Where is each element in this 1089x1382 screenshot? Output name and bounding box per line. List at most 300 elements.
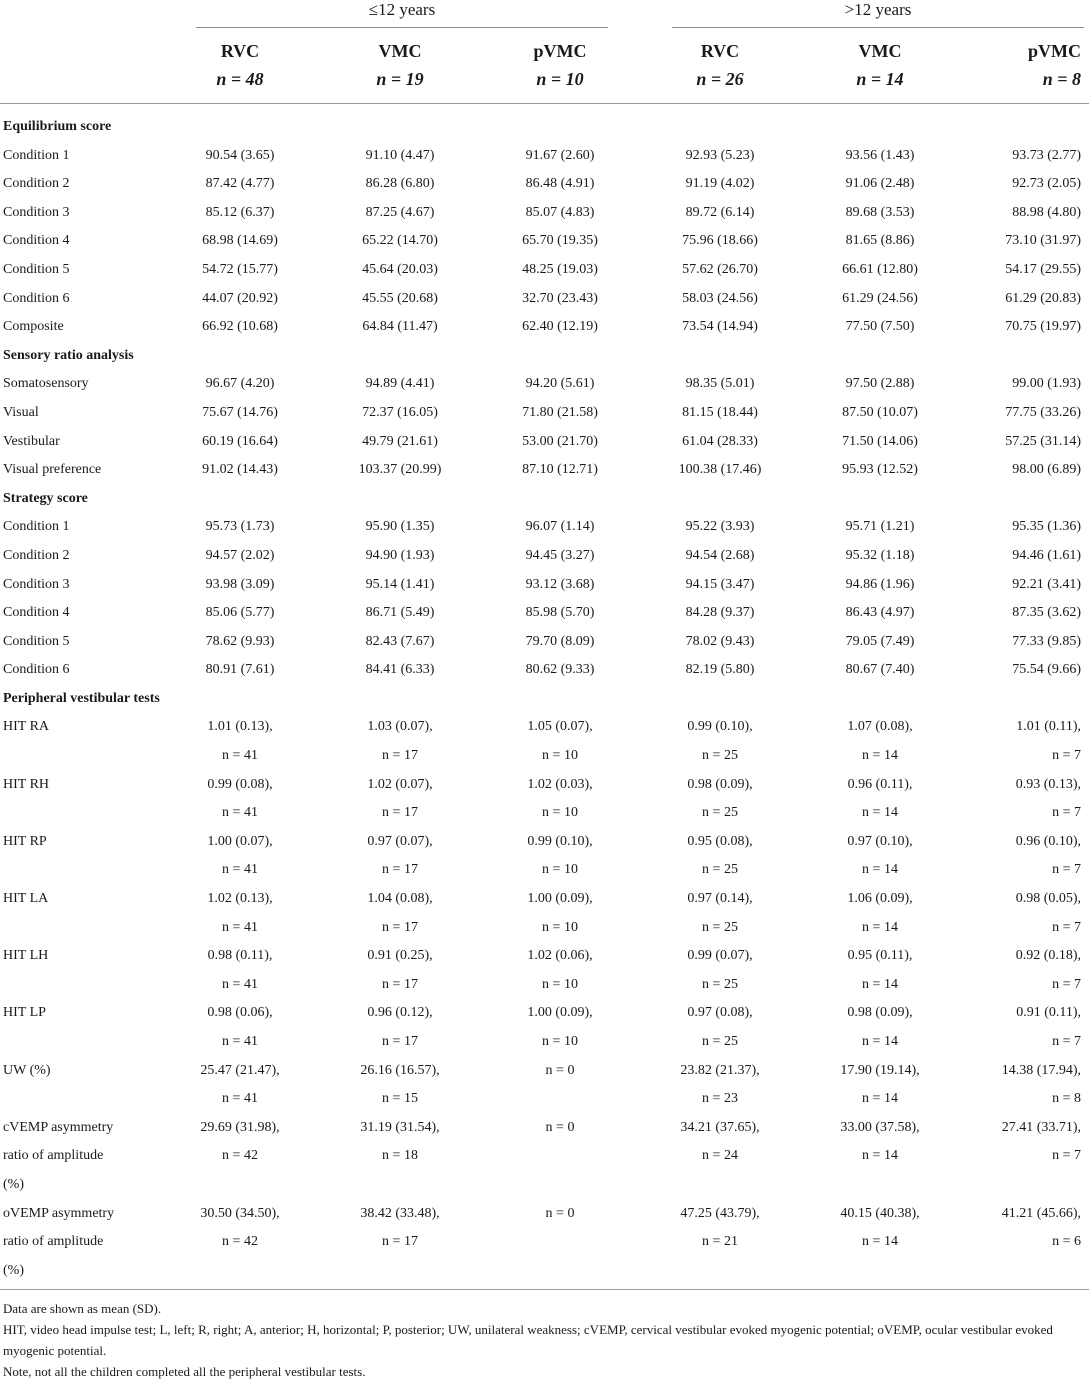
- table-cell: 99.00 (1.93): [1012, 376, 1082, 392]
- table-cell: n = 41: [222, 1034, 258, 1049]
- table-cell: 95.14 (1.41): [365, 576, 435, 592]
- table-row: [0, 885, 1089, 914]
- table-cell: 82.19 (5.80): [685, 662, 755, 678]
- table-cell: n = 7: [1052, 976, 1082, 992]
- table-cell: 94.86 (1.96): [845, 576, 915, 592]
- table-cell: 95.90 (1.35): [365, 519, 435, 535]
- table-cell: n = 42: [222, 1148, 258, 1164]
- table-cell: n = 21: [702, 1234, 738, 1250]
- table-cell: n = 14: [862, 748, 898, 764]
- column-header-vmc-under-12: [320, 37, 480, 93]
- table-cell: 57.25 (31.14): [1005, 433, 1082, 449]
- table-cell: n = 25: [702, 919, 738, 935]
- table-cell: 61.29 (20.83): [1005, 290, 1082, 306]
- row-label: Condition 4: [3, 605, 70, 621]
- table-cell: 0.98 (0.09),: [687, 776, 753, 792]
- row-label: [0, 1085, 160, 1114]
- section-label: Peripheral vestibular tests: [3, 690, 160, 706]
- row-label: HIT RP: [3, 833, 47, 849]
- table-cell: 94.54 (2.68): [685, 547, 755, 563]
- table-row: [0, 971, 1089, 1000]
- table-cell: 100.38 (17.46): [678, 462, 762, 478]
- table-cell: 95.93 (12.52): [842, 462, 918, 478]
- table-row: [0, 856, 1089, 885]
- section-label: Sensory ratio analysis: [3, 347, 134, 363]
- table-cell: 1.02 (0.03),: [527, 776, 593, 792]
- table-cell: [320, 1257, 480, 1286]
- table-cell: 79.05 (7.49): [845, 633, 915, 649]
- table-cell: n = 18: [382, 1148, 418, 1164]
- table-cell: n = 14: [862, 976, 898, 992]
- column-name: RVC: [220, 41, 260, 61]
- table-cell: n = 7: [1052, 862, 1082, 878]
- table-row: [0, 828, 1089, 857]
- table-cell: n = 17: [382, 1034, 418, 1049]
- table-row: [0, 914, 1089, 943]
- table-cell: 96.67 (4.20): [205, 376, 275, 392]
- table-row: [0, 285, 1089, 314]
- table-cell: 71.50 (14.06): [842, 433, 918, 449]
- table-cell: 1.00 (0.09),: [527, 1005, 593, 1021]
- table-cell: [320, 1171, 480, 1200]
- table-cell: 0.91 (0.11),: [1016, 1005, 1082, 1021]
- table-cell: 1.02 (0.07),: [367, 776, 433, 792]
- table-cell: 93.73 (2.77): [1012, 147, 1082, 163]
- table-cell: 87.25 (4.67): [365, 204, 435, 220]
- table-cell: 0.98 (0.06),: [207, 1005, 273, 1021]
- table-cell: 1.02 (0.13),: [207, 891, 273, 907]
- table-cell: 54.72 (15.77): [202, 261, 278, 277]
- table-row: [0, 227, 1089, 256]
- table-cell: 78.02 (9.43): [685, 633, 755, 649]
- table-cell: 87.35 (3.62): [1012, 605, 1082, 621]
- column-header-rvc-over-12: [640, 37, 800, 93]
- header-bottom-rule: [0, 103, 1089, 104]
- row-label: (%): [3, 1176, 24, 1192]
- table-cell: 98.00 (6.89): [1012, 462, 1082, 478]
- row-label: Condition 2: [3, 176, 70, 192]
- table-cell: 89.72 (6.14): [685, 204, 755, 220]
- table-cell: 0.98 (0.05),: [1015, 891, 1082, 907]
- table-cell: n = 6: [1052, 1234, 1082, 1250]
- table-cell: [160, 1257, 320, 1286]
- table-cell: [800, 1257, 960, 1286]
- row-label: Condition 6: [3, 662, 70, 678]
- table-cell: n = 10: [542, 976, 578, 992]
- table-cell: 0.98 (0.09),: [847, 1005, 913, 1021]
- table-cell: 30.50 (34.50),: [200, 1205, 280, 1221]
- table-row: [0, 942, 1089, 971]
- table-cell: n = 0: [545, 1205, 575, 1221]
- table-cell: 41.21 (45.66),: [1001, 1205, 1082, 1221]
- table-cell: 44.07 (20.92): [202, 290, 278, 306]
- row-label: cVEMP asymmetry: [3, 1119, 114, 1135]
- table-cell: 23.82 (21.37),: [680, 1062, 760, 1078]
- table-cell: 81.15 (18.44): [682, 404, 758, 420]
- table-row: [0, 1257, 1089, 1286]
- table-cell: n = 23: [702, 1091, 738, 1107]
- table-cell: 86.43 (4.97): [845, 605, 915, 621]
- row-label: Condition 5: [3, 633, 70, 649]
- table-row: [0, 1057, 1089, 1086]
- table-cell: 86.71 (5.49): [365, 605, 435, 621]
- table-cell: n = 14: [862, 919, 898, 935]
- table-cell: [800, 1171, 960, 1200]
- row-label: Condition 2: [3, 547, 70, 563]
- section-label: Strategy score: [3, 490, 88, 506]
- table-row: [0, 370, 1089, 399]
- table-row: [0, 799, 1089, 828]
- group-underline-over-12: [672, 27, 1084, 28]
- table-cell: 1.00 (0.07),: [207, 833, 273, 849]
- table-cell: 0.99 (0.10),: [687, 719, 753, 735]
- table-cell: 0.97 (0.14),: [687, 891, 753, 907]
- column-n: n = 14: [856, 69, 904, 89]
- table-row: [0, 771, 1089, 800]
- table-cell: n = 14: [862, 1091, 898, 1107]
- table-cell: n = 17: [382, 862, 418, 878]
- row-label: Condition 4: [3, 233, 70, 249]
- table-cell: 95.32 (1.18): [845, 547, 915, 563]
- table-cell: n = 14: [862, 862, 898, 878]
- table-cell: 31.19 (31.54),: [360, 1119, 440, 1135]
- table-cell: 92.93 (5.23): [685, 147, 755, 163]
- row-label: Somatosensory: [3, 376, 89, 392]
- table-cell: 58.03 (24.56): [682, 290, 758, 306]
- row-label: HIT RA: [3, 719, 50, 735]
- table-cell: n = 42: [222, 1234, 258, 1250]
- table-cell: 0.99 (0.08),: [207, 776, 273, 792]
- table-cell: 66.61 (12.80): [842, 261, 918, 277]
- table-row: [0, 199, 1089, 228]
- footnote: Data are shown as mean (SD).: [3, 1301, 162, 1316]
- table-cell: 72.37 (16.05): [362, 404, 438, 420]
- row-label: [0, 856, 160, 885]
- table-cell: 103.37 (20.99): [358, 462, 442, 478]
- table-cell: 1.01 (0.13),: [207, 719, 273, 735]
- table-cell: 65.70 (19.35): [522, 233, 598, 249]
- table-cell: [640, 1257, 800, 1286]
- table-cell: n = 41: [222, 1091, 258, 1107]
- table-cell: 92.73 (2.05): [1012, 176, 1082, 192]
- table-cell: 1.06 (0.09),: [847, 891, 913, 907]
- table-cell: n = 25: [702, 862, 738, 878]
- table-cell: 0.96 (0.12),: [367, 1005, 433, 1021]
- table-cell: n = 25: [702, 805, 738, 821]
- table-cell: 1.00 (0.09),: [527, 891, 593, 907]
- table-cell: 95.71 (1.21): [845, 519, 915, 535]
- table-cell: n = 7: [1052, 805, 1082, 821]
- row-label: [0, 742, 160, 771]
- results-table-body: [0, 113, 1089, 1285]
- table-cell: n = 7: [1052, 1148, 1082, 1164]
- table-cell: 93.56 (1.43): [845, 147, 915, 163]
- table-cell: 95.35 (1.36): [1012, 519, 1082, 535]
- results-table: [0, 113, 1089, 1285]
- table-cell: 14.38 (17.94),: [1001, 1062, 1082, 1078]
- table-cell: 84.41 (6.33): [365, 662, 435, 678]
- row-label: Condition 1: [3, 147, 70, 163]
- table-cell: 32.70 (23.43): [522, 290, 598, 306]
- table-cell: 0.95 (0.11),: [847, 948, 913, 964]
- row-label: HIT LP: [3, 1005, 46, 1021]
- row-label: ratio of amplitude: [3, 1148, 104, 1164]
- table-cell: 0.96 (0.10),: [1015, 833, 1082, 849]
- table-cell: 94.46 (1.61): [1012, 547, 1082, 563]
- table-cell: [480, 1142, 640, 1171]
- row-label: Condition 6: [3, 290, 70, 306]
- table-cell: n = 41: [222, 805, 258, 821]
- column-n: n = 10: [536, 69, 584, 89]
- table-cell: n = 24: [702, 1148, 738, 1164]
- table-row: [0, 428, 1089, 457]
- table-cell: 80.62 (9.33): [525, 662, 595, 678]
- table-cell: n = 10: [542, 748, 578, 764]
- table-cell: n = 14: [862, 1234, 898, 1250]
- column-header-vmc-over-12: [800, 37, 960, 93]
- table-cell: 94.57 (2.02): [205, 547, 275, 563]
- table-cell: 64.84 (11.47): [362, 319, 438, 335]
- table-row: [0, 1114, 1089, 1143]
- table-cell: 80.91 (7.61): [205, 662, 275, 678]
- table-row: [0, 999, 1089, 1028]
- table-cell: 0.91 (0.25),: [367, 948, 433, 964]
- row-label: Condition 3: [3, 576, 70, 592]
- table-cell: [160, 1171, 320, 1200]
- table-cell: 89.68 (3.53): [845, 204, 915, 220]
- table-cell: 91.19 (4.02): [685, 176, 755, 192]
- table-cell: 94.89 (4.41): [365, 376, 435, 392]
- table-row: [0, 1142, 1089, 1171]
- table-cell: 0.97 (0.08),: [687, 1005, 753, 1021]
- table-cell: 98.35 (5.01): [685, 376, 755, 392]
- table-cell: 91.02 (14.43): [202, 462, 278, 478]
- table-cell: 57.62 (26.70): [682, 261, 758, 277]
- table-cell: 81.65 (8.86): [845, 233, 915, 249]
- table-cell: 86.28 (6.80): [365, 176, 435, 192]
- table-cell: 75.67 (14.76): [202, 404, 278, 420]
- table-cell: 88.98 (4.80): [1012, 204, 1082, 220]
- table-cell: n = 10: [542, 805, 578, 821]
- table-cell: 95.73 (1.73): [205, 519, 275, 535]
- table-cell: 73.10 (31.97): [1005, 233, 1082, 249]
- table-cell: 87.50 (10.07): [842, 404, 918, 420]
- table-row: [0, 656, 1089, 685]
- row-label: Condition 1: [3, 519, 70, 535]
- table-cell: n = 10: [542, 1034, 578, 1049]
- table-cell: 80.67 (7.40): [845, 662, 915, 678]
- table-cell: 45.55 (20.68): [362, 290, 438, 306]
- table-cell: n = 14: [862, 805, 898, 821]
- table-row: [0, 399, 1089, 428]
- table-cell: 0.92 (0.18),: [1015, 948, 1082, 964]
- row-label: Condition 3: [3, 204, 70, 220]
- table-cell: 93.98 (3.09): [205, 576, 275, 592]
- row-label: HIT RH: [3, 776, 50, 792]
- table-cell: 93.12 (3.68): [525, 576, 595, 592]
- table-cell: [480, 1171, 640, 1200]
- row-label: [0, 971, 160, 1000]
- table-cell: 91.06 (2.48): [845, 176, 915, 192]
- table-cell: 60.19 (16.64): [202, 433, 278, 449]
- table-cell: 96.07 (1.14): [525, 519, 595, 535]
- table-cell: n = 15: [382, 1091, 418, 1107]
- table-cell: 90.54 (3.65): [205, 147, 275, 163]
- table-cell: 33.00 (37.58),: [840, 1119, 920, 1135]
- table-cell: 94.90 (1.93): [365, 547, 435, 563]
- table-cell: 82.43 (7.67): [365, 633, 435, 649]
- table-cell: n = 17: [382, 805, 418, 821]
- table-cell: 29.69 (31.98),: [200, 1119, 280, 1135]
- row-label: Condition 5: [3, 261, 70, 277]
- table-cell: 85.06 (5.77): [205, 605, 275, 621]
- table-cell: 61.04 (28.33): [682, 433, 758, 449]
- table-cell: n = 7: [1052, 748, 1082, 764]
- table-cell: 94.45 (3.27): [525, 547, 595, 563]
- table-cell: n = 17: [382, 748, 418, 764]
- table-cell: 26.16 (16.57),: [360, 1062, 440, 1078]
- table-cell: 0.97 (0.10),: [847, 833, 913, 849]
- table-cell: 75.96 (18.66): [682, 233, 758, 249]
- table-row: [0, 742, 1089, 771]
- table-footnotes: [3, 1298, 1083, 1382]
- row-label: ratio of amplitude: [3, 1234, 104, 1250]
- table-cell: n = 25: [702, 1034, 738, 1049]
- table-cell: n = 0: [545, 1062, 575, 1078]
- table-cell: 1.03 (0.07),: [367, 719, 433, 735]
- table-row: [0, 542, 1089, 571]
- table-cell: n = 41: [222, 862, 258, 878]
- table-cell: 17.90 (19.14),: [840, 1062, 920, 1078]
- row-label: Composite: [3, 319, 64, 335]
- table-cell: n = 41: [222, 976, 258, 992]
- table-row: [0, 1028, 1089, 1057]
- table-cell: n = 7: [1052, 1034, 1082, 1049]
- table-cell: 71.80 (21.58): [522, 404, 598, 420]
- column-name: pVMC: [533, 41, 587, 61]
- row-label: HIT LA: [3, 891, 49, 907]
- table-cell: 54.17 (29.55): [1005, 261, 1082, 277]
- section-header-row: [0, 342, 1089, 371]
- table-cell: 0.97 (0.07),: [367, 833, 433, 849]
- table-cell: 86.48 (4.91): [525, 176, 595, 192]
- table-row: [0, 628, 1089, 657]
- table-row: [0, 256, 1089, 285]
- table-cell: 53.00 (21.70): [522, 433, 598, 449]
- table-cell: n = 10: [542, 862, 578, 878]
- section-label: Equilibrium score: [3, 119, 112, 134]
- table-row: [0, 571, 1089, 600]
- table-cell: 1.01 (0.11),: [1016, 719, 1082, 735]
- table-cell: [480, 1257, 640, 1286]
- column-n: n = 48: [216, 69, 264, 89]
- table-cell: 61.29 (24.56): [842, 290, 918, 306]
- table-cell: n = 0: [545, 1119, 575, 1135]
- table-cell: 34.21 (37.65),: [680, 1119, 760, 1135]
- table-cell: n = 17: [382, 1234, 418, 1250]
- table-cell: 40.15 (40.38),: [840, 1205, 920, 1221]
- table-cell: n = 8: [1052, 1091, 1082, 1107]
- table-row: [0, 1228, 1089, 1257]
- column-name: pVMC: [1028, 41, 1081, 61]
- table-row: [0, 599, 1089, 628]
- row-label: (%): [3, 1262, 24, 1278]
- table-cell: n = 41: [222, 748, 258, 764]
- table-cell: n = 17: [382, 919, 418, 935]
- table-cell: 0.99 (0.07),: [687, 948, 753, 964]
- row-label: HIT LH: [3, 948, 49, 964]
- table-row: [0, 1171, 1089, 1200]
- table-cell: 68.98 (14.69): [202, 233, 278, 249]
- table-cell: n = 25: [702, 748, 738, 764]
- table-cell: 95.22 (3.93): [685, 519, 755, 535]
- table-cell: 66.92 (10.68): [202, 319, 278, 335]
- table-cell: 38.42 (33.48),: [360, 1205, 440, 1221]
- table-cell: n = 14: [862, 1034, 898, 1049]
- table-cell: 70.75 (19.97): [1005, 319, 1082, 335]
- column-name: RVC: [700, 41, 740, 61]
- table-row: [0, 456, 1089, 485]
- table-cell: 77.50 (7.50): [845, 319, 915, 335]
- column-n: n = 26: [696, 69, 744, 89]
- row-label: Visual preference: [3, 462, 102, 478]
- table-cell: [480, 1228, 640, 1257]
- table-cell: 78.62 (9.93): [205, 633, 275, 649]
- table-row: [0, 313, 1089, 342]
- table-cell: 79.70 (8.09): [525, 633, 595, 649]
- table-cell: n = 7: [1052, 919, 1082, 935]
- table-row: [0, 713, 1089, 742]
- table-bottom-rule: [0, 1289, 1089, 1290]
- column-header-rvc-under-12: [160, 37, 320, 93]
- table-cell: 65.22 (14.70): [362, 233, 438, 249]
- table-row: [0, 170, 1089, 199]
- table-cell: n = 14: [862, 1148, 898, 1164]
- section-header-row: [0, 485, 1089, 514]
- row-label: Visual: [3, 404, 39, 420]
- table-cell: n = 25: [702, 976, 738, 992]
- table-cell: 87.10 (12.71): [522, 462, 598, 478]
- group-underline-under-12: [196, 27, 608, 28]
- table-cell: 91.10 (4.47): [365, 147, 435, 163]
- table-cell: 91.67 (2.60): [525, 147, 595, 163]
- row-label: UW (%): [3, 1062, 51, 1078]
- column-name: VMC: [378, 41, 422, 61]
- table-cell: 0.96 (0.11),: [847, 776, 913, 792]
- row-label: [0, 1028, 160, 1057]
- table-cell: 27.41 (33.71),: [1001, 1119, 1082, 1135]
- table-cell: [960, 1257, 1089, 1286]
- table-cell: 1.04 (0.08),: [367, 891, 433, 907]
- table-cell: 77.33 (9.85): [1012, 633, 1082, 649]
- table-row: [0, 142, 1089, 171]
- table-cell: 49.79 (21.61): [362, 433, 438, 449]
- table-cell: 97.50 (2.88): [845, 376, 915, 392]
- table-cell: 92.21 (3.41): [1012, 576, 1082, 592]
- table-cell: 75.54 (9.66): [1012, 662, 1082, 678]
- table-cell: 0.95 (0.08),: [687, 833, 753, 849]
- section-header-row: [0, 113, 1089, 142]
- table-row: [0, 513, 1089, 542]
- table-cell: [960, 1171, 1089, 1200]
- table-cell: 25.47 (21.47),: [200, 1062, 280, 1078]
- column-header-pvmc-under-12: [480, 37, 640, 93]
- table-cell: 0.99 (0.10),: [527, 833, 593, 849]
- row-label: [0, 914, 160, 943]
- table-cell: 1.07 (0.08),: [847, 719, 913, 735]
- table-cell: 62.40 (12.19): [522, 319, 598, 335]
- table-cell: n = 10: [542, 919, 578, 935]
